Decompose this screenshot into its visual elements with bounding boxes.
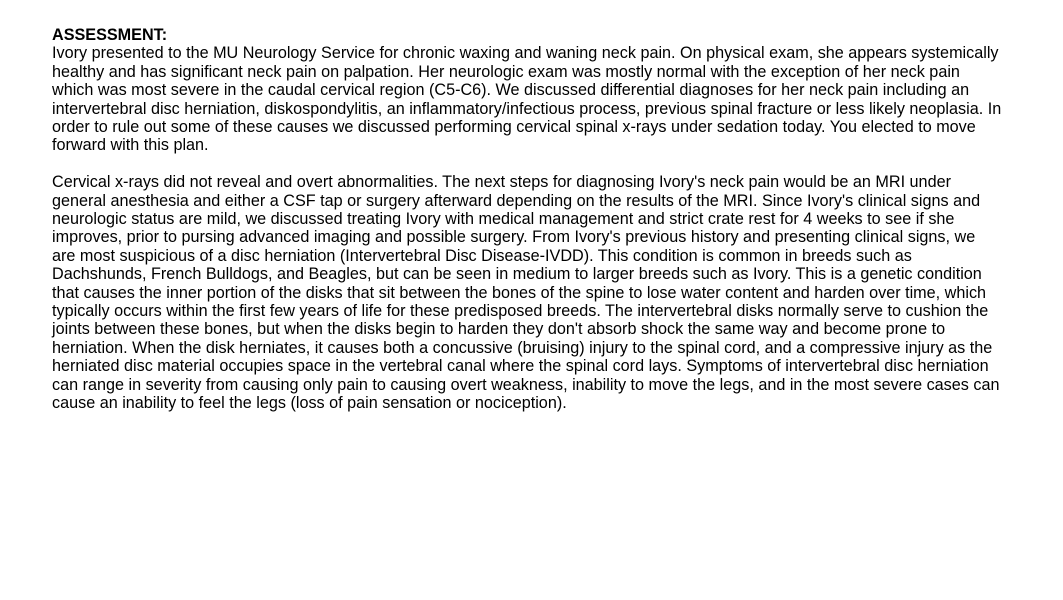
assessment-paragraph-2: Cervical x-rays did not reveal and overt abnormalities. The next steps for diagnosing Ivory's neck pain would be an MRI under general anesthesia and either a CSF tap or surgery afterward depending on the results of the MRI. Since Ivory's clinical signs and neurologic status are mild, we discussed treating Ivory with medical management and strict crate rest for 4 weeks to see if she improves, prior to pursing advanced imaging and possible surgery. From Ivory's previous history and presenting clinical signs, we are most suspicious of a disc herniation (Intervertebral Disc Disease-IVDD). This condition is common in breeds such as Dachshunds, French Bulldogs, and Beagles, but can be seen in medium to larger breeds such as Ivory. This is a genetic condition that causes the inner portion of the disks that sit between the bones of the spine to lose water content and harden over time, which typically occurs within the first few years of life for these predisposed breeds. The intervertebral disks normally serve to cushion the joints between these bones, but when the disks begin to harden they don't absorb shock the same way and become prone to herniation. When the disk herniates, it causes both a concussive (bruising) injury to the spinal cord, and a compressive injury as the herniated disc material occupies space in the vertebral canal where the spinal cord lays. Symptoms of intervertebral disc herniation can range in severity from causing only pain to causing overt weakness, inability to move the legs, and in the most severe cases can cause an inability to feel the legs (loss of pain sensation or nociception).	[52, 173, 1000, 413]
assessment-paragraph-1: Ivory presented to the MU Neurology Service for chronic waxing and waning neck pain. On physical exam, she appears systemically healthy and has significant neck pain on palpation. Her neurologic exam was mostly normal with the exception of her neck pain which was most severe in the caudal cervical region (C5-C6). We discussed differential diagnoses for her neck pain including an intervertebral disc herniation, diskospondylitis, an inflammatory/infectious process, previous spinal fracture or less likely neoplasia. In order to rule out some of these causes we discussed performing cervical spinal x-rays under sedation today. You elected to move forward with this plan.	[52, 44, 1002, 155]
assessment-section	[52, 26, 1002, 413]
section-heading: ASSESSMENT:	[52, 26, 168, 44]
